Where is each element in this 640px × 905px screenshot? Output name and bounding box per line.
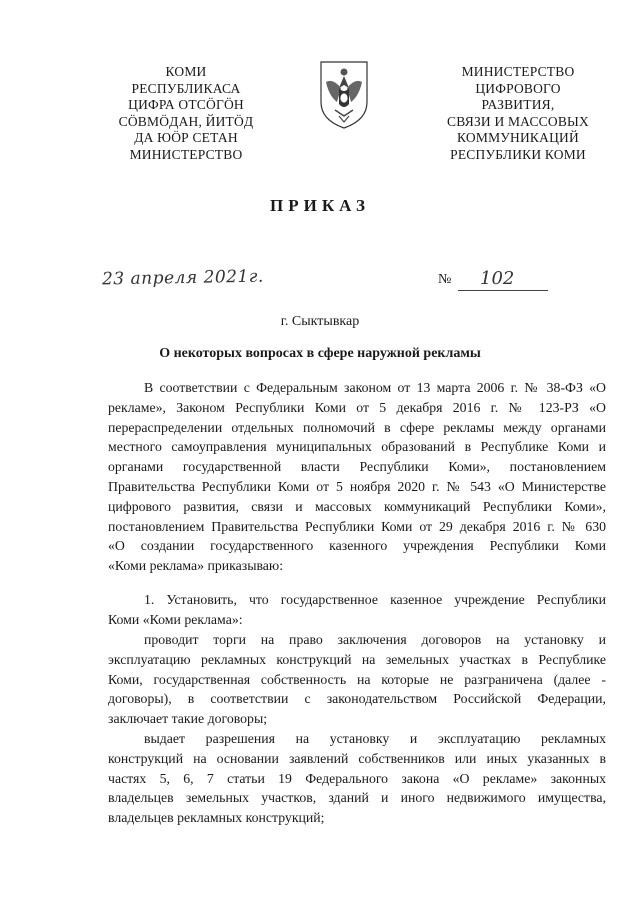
header-right-line: МИНИСТЕРСТВО bbox=[461, 64, 575, 79]
text-line: частях 5, 6, 7 статьи 19 Федерального закона «О рекламе» законных bbox=[108, 770, 606, 786]
order-date: 23 апреля 2021г. bbox=[101, 266, 264, 290]
preamble-paragraph bbox=[108, 378, 606, 576]
text-line: Коми, государственная собственность на которые не разграничена (далее - bbox=[108, 671, 606, 687]
order-number bbox=[438, 270, 548, 294]
header-left-line: КОМИ bbox=[165, 64, 207, 79]
header-right-line: РЕСПУБЛИКИ КОМИ bbox=[450, 146, 586, 162]
text-line: владельцев земельных участков, зданий и иного недвижимого имущества, bbox=[108, 790, 606, 806]
header-right-line: РАЗВИТИЯ, bbox=[481, 97, 555, 112]
item-1b-paragraph bbox=[108, 729, 606, 828]
header-left-line: ДА ЮӦР СЕТАН bbox=[134, 130, 238, 145]
header-left-line: РЕСПУБЛИКАСА bbox=[131, 80, 241, 96]
text-line: договоры), в соответствии с законодательством Российской Федерации, bbox=[108, 691, 606, 707]
text-line: местного самоуправления муниципальных образований в Республике Коми и bbox=[108, 439, 606, 455]
item-1-paragraph bbox=[108, 590, 606, 630]
header-left-line: МИНИСТЕРСТВО bbox=[129, 146, 243, 162]
text-line: конструкций на основании заявлений собственников или иных указанных в bbox=[108, 750, 606, 766]
text-line: Правительства Республики Коми от 5 ноября 2020 г. № 543 «О Министерстве bbox=[108, 478, 606, 494]
header-left-line: ЦИФРА ОТСӦГӦН bbox=[128, 97, 244, 112]
text-line: рекламе», Законом Республики Коми от 5 декабря 2016 г. № 123-РЗ «О bbox=[108, 399, 606, 415]
document-title: ПРИКАЗ bbox=[270, 196, 370, 215]
text-line: цифрового развития, связи и массовых коммуникаций Республики Коми», bbox=[108, 498, 606, 514]
subject-heading: О некоторых вопросах в сфере наружной рекламы bbox=[159, 346, 481, 361]
number-underline bbox=[458, 290, 548, 291]
number-sign: № bbox=[438, 272, 452, 287]
text-line: Коми «Коми реклама»: bbox=[108, 611, 243, 627]
header-right-line: СВЯЗИ И МАССОВЫХ bbox=[447, 113, 589, 129]
text-line: 1. Установить, что государственное казенное учреждение Республики bbox=[144, 592, 606, 607]
text-line: перераспределении отдельных полномочий в сфере рекламы между органами bbox=[108, 419, 606, 435]
text-line: «О создании государственного казенного учреждения Республики Коми bbox=[108, 538, 606, 554]
header-right-line: КОММУНИКАЦИЙ bbox=[457, 130, 579, 145]
header-right-ministry bbox=[430, 64, 606, 163]
item-1a-paragraph bbox=[108, 630, 606, 729]
text-line: владельцев рекламных конструкций; bbox=[108, 810, 325, 826]
text-line: эксплуатацию рекламных конструкций на земельных участках в Республике bbox=[108, 651, 606, 667]
text-line: проводит торги на право заключения договоров на установку и bbox=[144, 632, 606, 647]
coat-of-arms-icon bbox=[317, 58, 371, 130]
header-left-line: СӦВМӦДАН, ЙИТӦД bbox=[118, 113, 254, 129]
header-right-line: ЦИФРОВОГО bbox=[475, 80, 561, 96]
text-line: органами государственной власти Республики Коми», постановлением bbox=[108, 459, 606, 475]
text-line: заключает такие договоры; bbox=[108, 711, 268, 727]
number-value: 102 bbox=[480, 268, 515, 289]
text-line: «Коми реклама» приказываю: bbox=[108, 558, 284, 574]
header-left-komi bbox=[108, 64, 264, 163]
text-line: выдает разрешения на установку и эксплуатацию рекламных bbox=[144, 731, 606, 746]
city: г. Сыктывкар bbox=[280, 314, 360, 329]
text-line: В соответствии с Федеральным законом от 13 марта 2006 г. № 38-ФЗ «О bbox=[144, 380, 606, 395]
text-line: постановлением Правительства Республики Коми от 29 декабря 2016 г. № 630 bbox=[108, 518, 606, 534]
